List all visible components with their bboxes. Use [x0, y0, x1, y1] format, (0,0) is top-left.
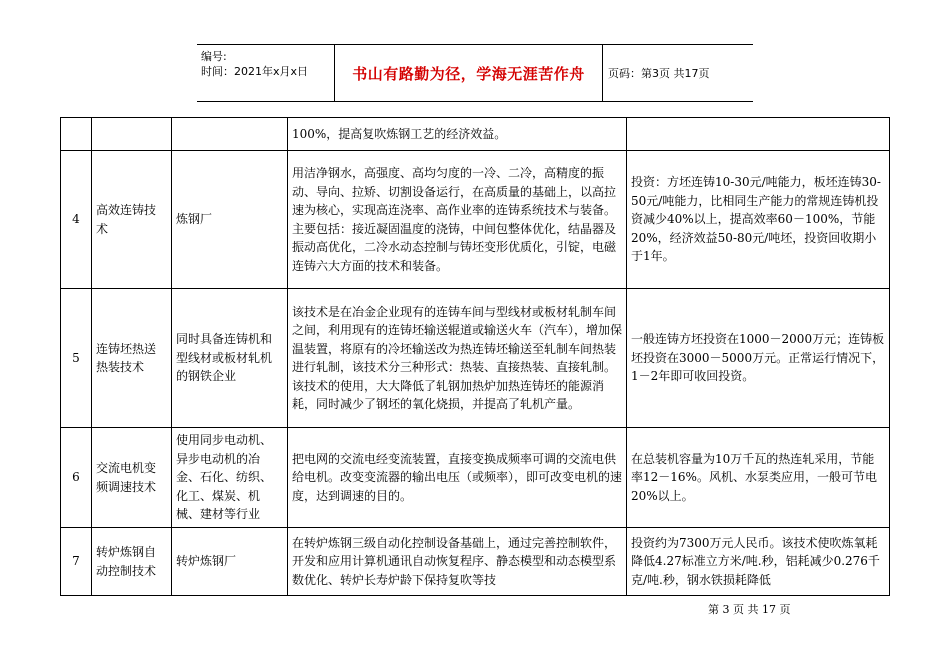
row-number: 5	[61, 289, 92, 428]
header-meta	[197, 45, 335, 101]
row-number	[61, 118, 92, 151]
time-label: 时间：2021年x月x日	[201, 65, 309, 78]
investment-benefit	[627, 118, 890, 151]
table-row	[61, 528, 890, 596]
investment-benefit: 一般连铸方坯投资在1000－2000万元；连铸板坯投资在3000－5000万元。正常运行情况下，1－2年即可收回投资。	[627, 289, 890, 428]
technology-name: 交流电机变频调速技术	[92, 428, 172, 528]
technology-description: 在转炉炼钢三级自动化控制设备基础上，通过完善控制软件，开发和应用计算机通讯自动恢复程序、静态模型和动态模型系数优化、转炉长寿炉龄下保持复吹等技	[288, 528, 627, 596]
technology-name: 转炉炼钢自动控制技术	[92, 528, 172, 596]
table-row	[61, 151, 890, 289]
row-number: 6	[61, 428, 92, 528]
application-scope: 炼钢厂	[172, 151, 288, 289]
technology-name: 连铸坯热送热装技术	[92, 289, 172, 428]
application-scope: 同时具备连铸机和型线材或板材轧机的钢铁企业	[172, 289, 288, 428]
table-row	[61, 289, 890, 428]
investment-benefit: 投资约为7300万元人民币。该技术使吹炼氧耗降低4.27标准立方米/吨.秒，铝耗减少0.276千克/吨.秒，钢水铁损耗降低	[627, 528, 890, 596]
row-number: 7	[61, 528, 92, 596]
application-scope	[172, 118, 288, 151]
header-motto: 书山有路勤为径，学海无涯苦作舟	[335, 45, 603, 101]
application-scope: 使用同步电动机、异步电动机的冶金、石化、纺织、化工、煤炭、机械、建材等行业	[172, 428, 288, 528]
table-row	[61, 118, 890, 151]
technology-description: 该技术是在冶金企业现有的连铸车间与型线材或板材轧制车间之间，利用现有的连铸坯输送辊道或输送火车（汽车），增加保温装置，将原有的冷坯输送改为热连铸坯输送至轧制车间热装进行轧制，该技术分三种形式：热装、直接热装、直接轧制。该技术的使用，大大降低了轧钢加热炉加热连铸坯的能源消耗，同时减少了钢坯的氧化烧损，并提高了轧机产量。	[288, 289, 627, 428]
table-row	[61, 428, 890, 528]
technology-table	[60, 117, 890, 596]
code-label: 编号:	[201, 50, 227, 63]
investment-benefit: 投资：方坯连铸10-30元/吨能力，板坯连铸30-50元/吨能力，比相同生产能力的常规连铸机投资减少40%以上，提高效率60－100%，节能20%，经济效益50-80元/吨坯，投资回收期小于1年。	[627, 151, 890, 289]
technology-name	[92, 118, 172, 151]
technology-description: 把电网的交流电经变流装置，直接变换成频率可调的交流电供给电机。改变变流器的输出电压（或频率），即可改变电机的速度，达到调速的目的。	[288, 428, 627, 528]
investment-benefit: 在总装机容量为10万千瓦的热连轧采用，节能率12－16%。风机、水泵类应用，一般可节电20%以上。	[627, 428, 890, 528]
row-number: 4	[61, 151, 92, 289]
page-header	[197, 44, 753, 102]
application-scope: 转炉炼钢厂	[172, 528, 288, 596]
technology-description: 100%，提高复吹炼钢工艺的经济效益。	[288, 118, 627, 151]
header-page-label: 页码：第3页 共17页	[608, 67, 710, 80]
page-footer: 第 3 页 共 17 页	[708, 603, 791, 616]
technology-name: 高效连铸技术	[92, 151, 172, 289]
technology-description: 用洁净钢水，高强度、高均匀度的一冷、二冷，高精度的振动、导向、拉矫、切割设备运行，在高质量的基础上，以高拉速为核心，实现高连浇率、高作业率的连铸系统技术与装备。主要包括：接近凝固温度的浇铸，中间包整体优化，结晶器及振动高优化，二冷水动态控制与铸坯变形优质化，引锭，电磁连铸六大方面的技术和装备。	[288, 151, 627, 289]
